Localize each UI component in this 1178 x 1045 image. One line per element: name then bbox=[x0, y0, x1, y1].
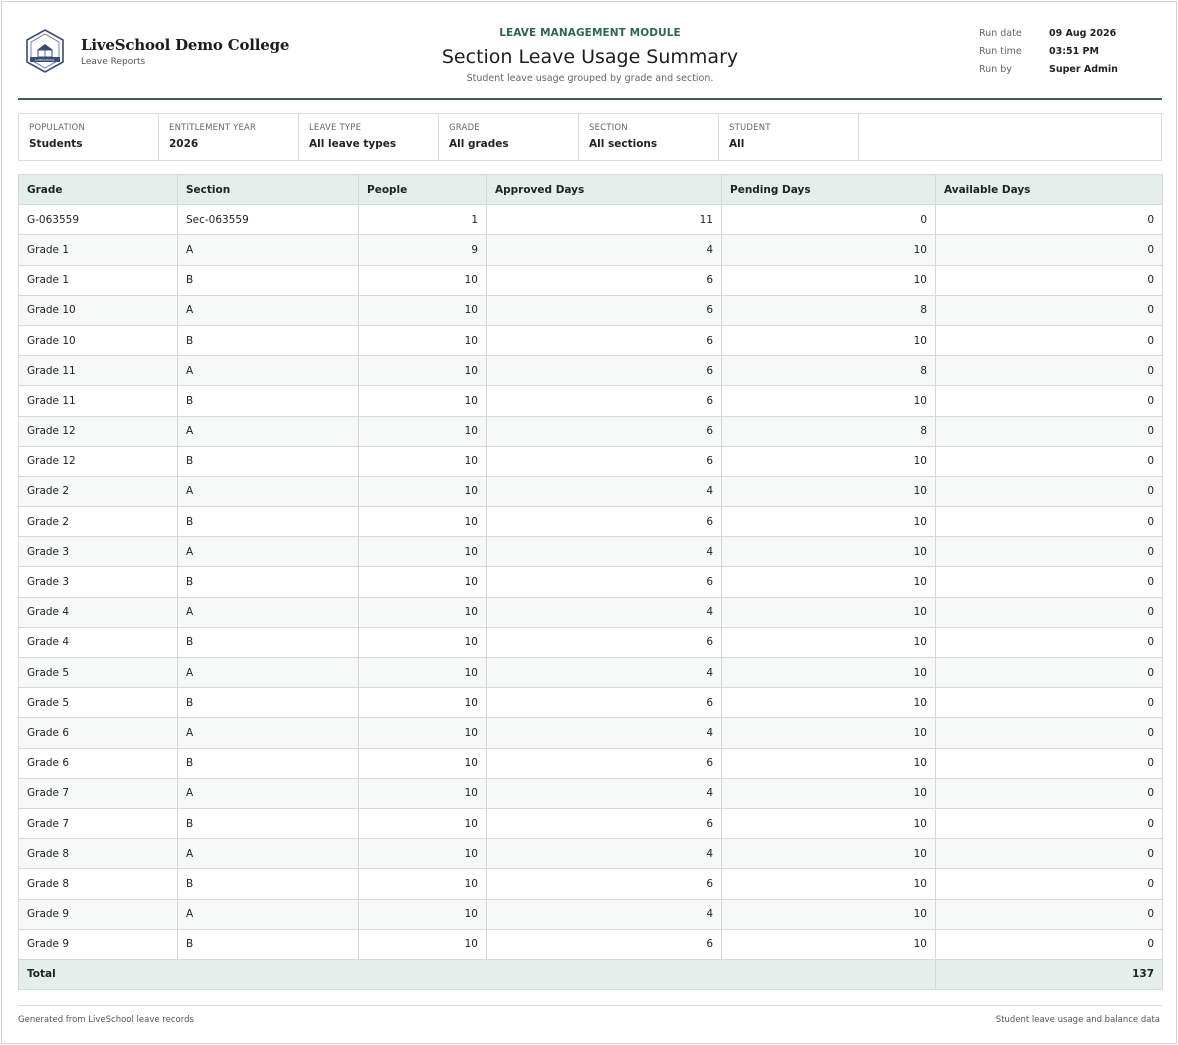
cell-people: 10 bbox=[359, 507, 487, 537]
cell-people: 10 bbox=[359, 658, 487, 688]
cell-approved-days: 6 bbox=[487, 748, 722, 778]
report-title: Section Leave Usage Summary bbox=[441, 46, 739, 68]
cell-approved-days: 4 bbox=[487, 597, 722, 627]
cell-people: 10 bbox=[359, 446, 487, 476]
cell-pending-days: 8 bbox=[722, 295, 936, 325]
column-header-grade: Grade bbox=[19, 175, 178, 205]
table-row bbox=[19, 869, 1163, 899]
column-header-approved-days: Approved Days bbox=[487, 175, 722, 205]
cell-people: 10 bbox=[359, 778, 487, 808]
cell-people: 10 bbox=[359, 718, 487, 748]
cell-pending-days: 10 bbox=[722, 567, 936, 597]
report-header bbox=[18, 2, 1162, 100]
cell-grade: Grade 11 bbox=[19, 356, 178, 386]
filter-label: GRADE bbox=[449, 123, 480, 133]
cell-section: A bbox=[178, 658, 359, 688]
cell-pending-days: 10 bbox=[722, 446, 936, 476]
cell-section: A bbox=[178, 476, 359, 506]
table-row bbox=[19, 416, 1163, 446]
module-label: LEAVE MANAGEMENT MODULE bbox=[499, 27, 681, 39]
run-date-label: Run date bbox=[979, 28, 1022, 39]
cell-approved-days: 4 bbox=[487, 537, 722, 567]
table-row bbox=[19, 839, 1163, 869]
cell-pending-days: 10 bbox=[722, 658, 936, 688]
cell-people: 10 bbox=[359, 899, 487, 929]
filter-population bbox=[19, 114, 159, 160]
table-row bbox=[19, 507, 1163, 537]
cell-section: A bbox=[178, 778, 359, 808]
cell-pending-days: 10 bbox=[722, 839, 936, 869]
filter-label: POPULATION bbox=[29, 123, 85, 133]
cell-approved-days: 4 bbox=[487, 718, 722, 748]
cell-people: 1 bbox=[359, 205, 487, 235]
cell-people: 9 bbox=[359, 235, 487, 265]
cell-grade: Grade 12 bbox=[19, 416, 178, 446]
table-row bbox=[19, 265, 1163, 295]
cell-section: B bbox=[178, 567, 359, 597]
cell-section: A bbox=[178, 839, 359, 869]
cell-section: A bbox=[178, 537, 359, 567]
cell-approved-days: 6 bbox=[487, 416, 722, 446]
leave-summary-table bbox=[18, 174, 1163, 990]
cell-pending-days: 8 bbox=[722, 356, 936, 386]
cell-approved-days: 4 bbox=[487, 839, 722, 869]
cell-pending-days: 0 bbox=[722, 205, 936, 235]
cell-people: 10 bbox=[359, 869, 487, 899]
table-row bbox=[19, 748, 1163, 778]
cell-grade: Grade 8 bbox=[19, 869, 178, 899]
college-name: LiveSchool Demo College bbox=[81, 36, 290, 54]
cell-grade: Grade 1 bbox=[19, 235, 178, 265]
cell-section: A bbox=[178, 597, 359, 627]
table-row bbox=[19, 718, 1163, 748]
cell-grade: Grade 2 bbox=[19, 507, 178, 537]
cell-available-days: 0 bbox=[936, 627, 1163, 657]
cell-approved-days: 4 bbox=[487, 778, 722, 808]
cell-available-days: 0 bbox=[936, 295, 1163, 325]
table-row bbox=[19, 658, 1163, 688]
run-by-value: Super Admin bbox=[1049, 64, 1118, 75]
cell-pending-days: 10 bbox=[722, 507, 936, 537]
cell-grade: Grade 4 bbox=[19, 627, 178, 657]
cell-people: 10 bbox=[359, 325, 487, 355]
cell-available-days: 0 bbox=[936, 386, 1163, 416]
run-by-row bbox=[979, 64, 1118, 82]
cell-pending-days: 10 bbox=[722, 325, 936, 355]
cell-people: 10 bbox=[359, 295, 487, 325]
filter-student bbox=[719, 114, 859, 160]
total-value: 137 bbox=[936, 959, 1163, 989]
cell-available-days: 0 bbox=[936, 778, 1163, 808]
cell-section: B bbox=[178, 265, 359, 295]
table-header-row bbox=[19, 175, 1163, 205]
cell-grade: Grade 2 bbox=[19, 476, 178, 506]
cell-section: A bbox=[178, 235, 359, 265]
cell-approved-days: 6 bbox=[487, 295, 722, 325]
cell-grade: Grade 1 bbox=[19, 265, 178, 295]
cell-available-days: 0 bbox=[936, 235, 1163, 265]
cell-pending-days: 10 bbox=[722, 265, 936, 295]
cell-people: 10 bbox=[359, 265, 487, 295]
filter-label: SECTION bbox=[589, 123, 628, 133]
cell-section: B bbox=[178, 325, 359, 355]
filter-value: All grades bbox=[449, 138, 509, 150]
cell-available-days: 0 bbox=[936, 325, 1163, 355]
cell-section: A bbox=[178, 718, 359, 748]
column-header-people: People bbox=[359, 175, 487, 205]
cell-people: 10 bbox=[359, 356, 487, 386]
cell-available-days: 0 bbox=[936, 537, 1163, 567]
cell-pending-days: 10 bbox=[722, 808, 936, 838]
cell-section: B bbox=[178, 688, 359, 718]
cell-pending-days: 10 bbox=[722, 869, 936, 899]
cell-grade: Grade 10 bbox=[19, 295, 178, 325]
total-label: Total bbox=[19, 959, 936, 989]
cell-grade: Grade 7 bbox=[19, 808, 178, 838]
cell-grade: Grade 5 bbox=[19, 688, 178, 718]
run-meta bbox=[979, 28, 1118, 82]
cell-grade: G-063559 bbox=[19, 205, 178, 235]
cell-pending-days: 10 bbox=[722, 778, 936, 808]
cell-pending-days: 8 bbox=[722, 416, 936, 446]
cell-grade: Grade 5 bbox=[19, 658, 178, 688]
table-row bbox=[19, 356, 1163, 386]
table-row bbox=[19, 537, 1163, 567]
report-subtitle: Student leave usage grouped by grade and section. bbox=[466, 73, 714, 84]
run-date-value: 09 Aug 2026 bbox=[1049, 28, 1117, 39]
cell-approved-days: 6 bbox=[487, 627, 722, 657]
cell-available-days: 0 bbox=[936, 356, 1163, 386]
college-subtitle: Leave Reports bbox=[81, 57, 146, 67]
cell-pending-days: 10 bbox=[722, 899, 936, 929]
cell-pending-days: 10 bbox=[722, 688, 936, 718]
cell-grade: Grade 9 bbox=[19, 899, 178, 929]
table-row bbox=[19, 386, 1163, 416]
table-row bbox=[19, 476, 1163, 506]
cell-available-days: 0 bbox=[936, 869, 1163, 899]
cell-approved-days: 4 bbox=[487, 235, 722, 265]
cell-available-days: 0 bbox=[936, 265, 1163, 295]
cell-people: 10 bbox=[359, 386, 487, 416]
cell-section: B bbox=[178, 748, 359, 778]
cell-available-days: 0 bbox=[936, 808, 1163, 838]
cell-grade: Grade 11 bbox=[19, 386, 178, 416]
table-row bbox=[19, 929, 1163, 959]
filter-value: All bbox=[729, 138, 745, 150]
cell-available-days: 0 bbox=[936, 507, 1163, 537]
filter-value: Students bbox=[29, 138, 83, 150]
run-date-row bbox=[979, 28, 1118, 46]
column-header-section: Section bbox=[178, 175, 359, 205]
cell-people: 10 bbox=[359, 476, 487, 506]
cell-available-days: 0 bbox=[936, 929, 1163, 959]
table-row bbox=[19, 808, 1163, 838]
cell-pending-days: 10 bbox=[722, 718, 936, 748]
filter-bar bbox=[18, 113, 1162, 161]
cell-approved-days: 6 bbox=[487, 325, 722, 355]
cell-people: 10 bbox=[359, 839, 487, 869]
cell-pending-days: 10 bbox=[722, 235, 936, 265]
filter-label: ENTITLEMENT YEAR bbox=[169, 123, 257, 133]
filter-value: All sections bbox=[589, 138, 658, 150]
table-row bbox=[19, 567, 1163, 597]
cell-available-days: 0 bbox=[936, 567, 1163, 597]
cell-approved-days: 6 bbox=[487, 507, 722, 537]
filter-label: STUDENT bbox=[729, 123, 771, 133]
cell-section: A bbox=[178, 295, 359, 325]
table-row bbox=[19, 446, 1163, 476]
report-page bbox=[1, 1, 1177, 1044]
cell-pending-days: 10 bbox=[722, 476, 936, 506]
cell-section: B bbox=[178, 869, 359, 899]
cell-grade: Grade 9 bbox=[19, 929, 178, 959]
filter-label: LEAVE TYPE bbox=[309, 123, 362, 133]
cell-people: 10 bbox=[359, 808, 487, 838]
cell-section: B bbox=[178, 386, 359, 416]
cell-people: 10 bbox=[359, 929, 487, 959]
cell-people: 10 bbox=[359, 627, 487, 657]
filter-value: 2026 bbox=[169, 138, 199, 150]
cell-grade: Grade 3 bbox=[19, 537, 178, 567]
filter-leave-type bbox=[299, 114, 439, 160]
cell-grade: Grade 6 bbox=[19, 748, 178, 778]
filter-value: All leave types bbox=[309, 138, 397, 150]
column-header-pending-days: Pending Days bbox=[722, 175, 936, 205]
cell-approved-days: 6 bbox=[487, 869, 722, 899]
cell-approved-days: 4 bbox=[487, 476, 722, 506]
cell-grade: Grade 3 bbox=[19, 567, 178, 597]
cell-grade: Grade 4 bbox=[19, 597, 178, 627]
cell-approved-days: 6 bbox=[487, 446, 722, 476]
cell-section: Sec-063559 bbox=[178, 205, 359, 235]
cell-grade: Grade 8 bbox=[19, 839, 178, 869]
cell-section: B bbox=[178, 446, 359, 476]
cell-available-days: 0 bbox=[936, 476, 1163, 506]
cell-available-days: 0 bbox=[936, 839, 1163, 869]
filter-entitlement-year bbox=[159, 114, 299, 160]
cell-available-days: 0 bbox=[936, 597, 1163, 627]
run-time-label: Run time bbox=[979, 46, 1022, 57]
cell-available-days: 0 bbox=[936, 718, 1163, 748]
filter-section bbox=[579, 114, 719, 160]
cell-people: 10 bbox=[359, 597, 487, 627]
cell-available-days: 0 bbox=[936, 899, 1163, 929]
run-time-value: 03:51 PM bbox=[1049, 46, 1099, 57]
cell-people: 10 bbox=[359, 537, 487, 567]
cell-available-days: 0 bbox=[936, 748, 1163, 778]
cell-approved-days: 6 bbox=[487, 688, 722, 718]
cell-approved-days: 6 bbox=[487, 356, 722, 386]
cell-people: 10 bbox=[359, 567, 487, 597]
cell-grade: Grade 6 bbox=[19, 718, 178, 748]
cell-people: 10 bbox=[359, 688, 487, 718]
table-row bbox=[19, 205, 1163, 235]
cell-people: 10 bbox=[359, 416, 487, 446]
table-row bbox=[19, 778, 1163, 808]
cell-pending-days: 10 bbox=[722, 597, 936, 627]
cell-approved-days: 4 bbox=[487, 658, 722, 688]
column-header-available-days: Available Days bbox=[936, 175, 1163, 205]
cell-grade: Grade 10 bbox=[19, 325, 178, 355]
table-row bbox=[19, 627, 1163, 657]
filter-grade bbox=[439, 114, 579, 160]
cell-pending-days: 10 bbox=[722, 929, 936, 959]
footer-divider bbox=[18, 1005, 1162, 1006]
cell-pending-days: 10 bbox=[722, 386, 936, 416]
cell-grade: Grade 12 bbox=[19, 446, 178, 476]
cell-available-days: 0 bbox=[936, 416, 1163, 446]
cell-approved-days: 6 bbox=[487, 567, 722, 597]
footer-source-note: Generated from LiveSchool leave records bbox=[18, 1015, 194, 1025]
cell-section: B bbox=[178, 929, 359, 959]
table-row bbox=[19, 295, 1163, 325]
cell-available-days: 0 bbox=[936, 688, 1163, 718]
cell-section: A bbox=[178, 416, 359, 446]
cell-section: A bbox=[178, 899, 359, 929]
cell-pending-days: 10 bbox=[722, 537, 936, 567]
cell-approved-days: 11 bbox=[487, 205, 722, 235]
cell-approved-days: 6 bbox=[487, 929, 722, 959]
cell-section: B bbox=[178, 627, 359, 657]
table-row bbox=[19, 688, 1163, 718]
cell-approved-days: 6 bbox=[487, 265, 722, 295]
run-time-row bbox=[979, 46, 1118, 64]
footer-data-note: Student leave usage and balance data bbox=[995, 1015, 1160, 1025]
cell-available-days: 0 bbox=[936, 446, 1163, 476]
table-row bbox=[19, 235, 1163, 265]
cell-section: B bbox=[178, 507, 359, 537]
cell-available-days: 0 bbox=[936, 658, 1163, 688]
total-row bbox=[19, 959, 1163, 989]
cell-pending-days: 10 bbox=[722, 627, 936, 657]
cell-grade: Grade 7 bbox=[19, 778, 178, 808]
table-body bbox=[19, 205, 1163, 960]
table-row bbox=[19, 325, 1163, 355]
logo-text: LIVESCHOOL bbox=[35, 58, 55, 62]
cell-section: A bbox=[178, 356, 359, 386]
cell-approved-days: 6 bbox=[487, 808, 722, 838]
run-by-label: Run by bbox=[979, 64, 1012, 75]
cell-approved-days: 6 bbox=[487, 386, 722, 416]
cell-people: 10 bbox=[359, 748, 487, 778]
cell-section: B bbox=[178, 808, 359, 838]
cell-approved-days: 4 bbox=[487, 899, 722, 929]
cell-pending-days: 10 bbox=[722, 748, 936, 778]
cell-available-days: 0 bbox=[936, 205, 1163, 235]
table-row bbox=[19, 597, 1163, 627]
table-row bbox=[19, 899, 1163, 929]
